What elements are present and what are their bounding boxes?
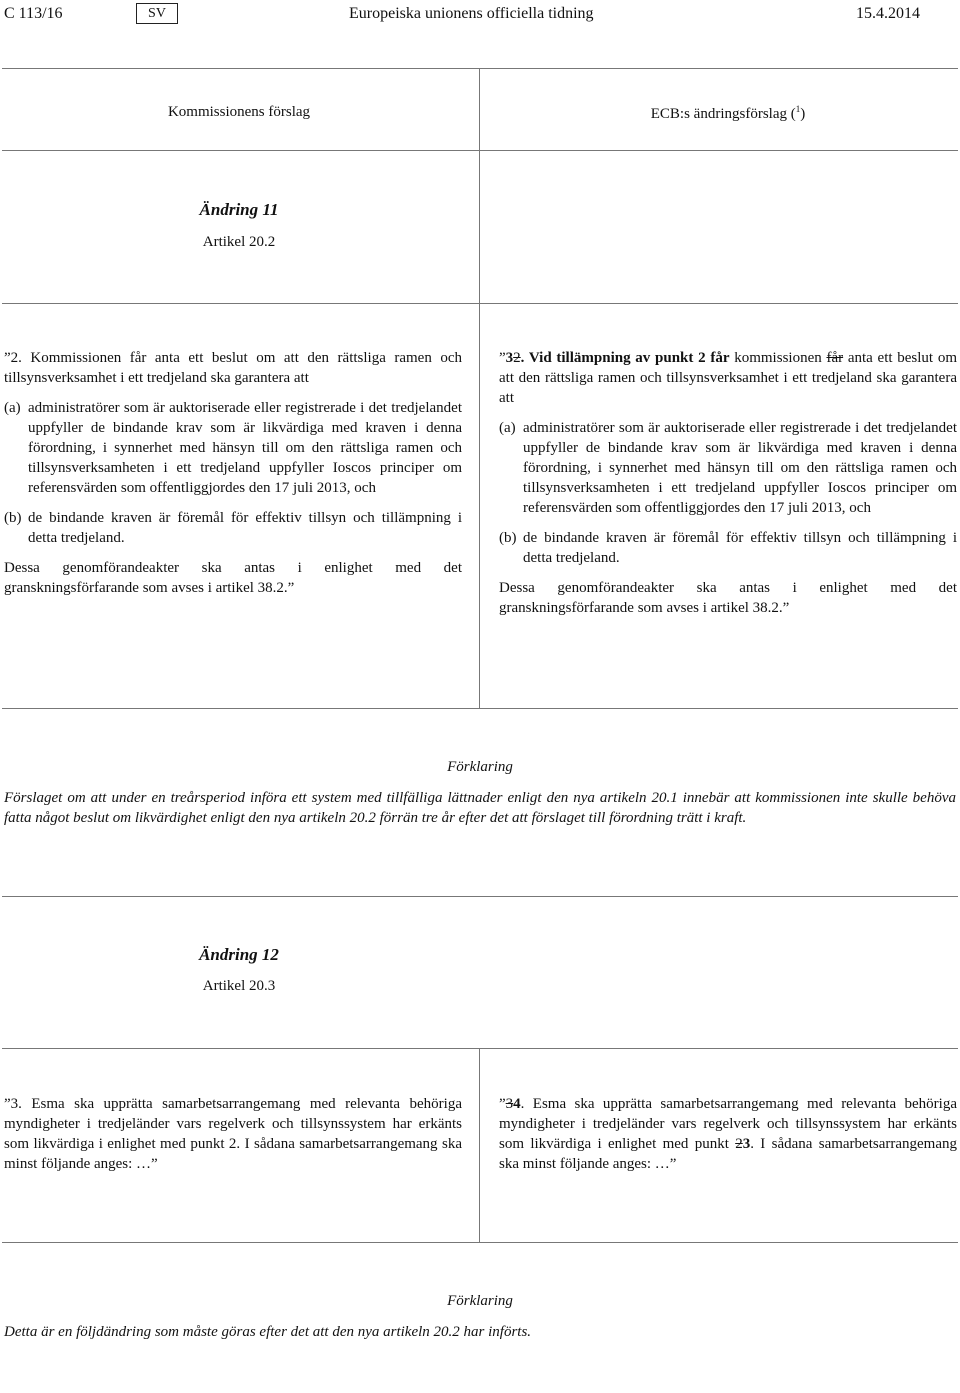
language-badge: SV	[136, 3, 178, 24]
divider	[2, 896, 958, 897]
journal-name: Europeiska unionens officiella tidning	[349, 5, 594, 22]
explanation-title: Förklaring	[447, 759, 513, 775]
amendment-11-article: Artikel 20.2	[202, 234, 276, 250]
amendment-12-commission-text: ”3. Esma ska upprätta samarbetsarrangemang med relevanta behöriga myndigheter i tredjeländer vars regelverk och tillsynssystem har erkänts som likvärdiga i enlighet med punkt 2. I sådana samarbetsarrangemang ska minst följande anges: …”	[4, 1096, 462, 1172]
divider	[2, 68, 958, 69]
closing-paragraph: Dessa genomförandeakter ska antas i enlighet med det granskningsförfarande som avses i artikel 38.2.”	[4, 560, 462, 596]
explanation-text: Detta är en följdändring som måste göras efter det att den nya artikeln 20.2 har införts.	[4, 1324, 532, 1340]
amendment-11-ecb-text	[499, 348, 957, 618]
amendment-11-title: Ändring 11	[199, 200, 279, 219]
amendment-11-commission-text	[4, 348, 462, 598]
intro-paragraph: ”32. Vid tillämpning av punkt 2 får kommissionen får anta ett beslut om att den rättsliga ramen och tillsynsverksamhet i ett tredjeland ska garantera att	[499, 350, 957, 406]
journal-reference: C 113/16	[4, 5, 63, 22]
list-item-a: (a) administratörer som är auktoriserade eller registrerade i det tredjelandet uppfyller de bindande krav som är likvärdiga med kraven i denna förordning, i synnerhet med hänsyn till om den rättsliga ramen och tillsynsverksamheten i ett tredjeland uppfyller Ioscos principer om referensvärden som offentliggjordes den 17 juli 2013, och	[4, 400, 462, 496]
intro-paragraph: ”2. Kommissionen får anta ett beslut om att den rättsliga ramen och tillsynsverksamhet i ett tredjeland ska garantera att	[4, 350, 462, 386]
divider	[2, 1242, 958, 1243]
divider	[2, 708, 958, 709]
list-item-b: (b) de bindande kraven är föremål för effektiv tillsyn och tillämpning i detta tredjeland.	[4, 510, 462, 546]
amendment-12-title: Ändring 12	[199, 945, 279, 964]
explanation-text: Förslaget om att under en treårsperiod införa ett system med tillfälliga lättnader enligt den nya artikeln 20.1 innebär att kommissionen inte skulle behöva fatta något beslut om likvärdighet enligt den nya artikeln 20.2 förrän tre år efter det att förslaget till förordning trätt i kraft.	[4, 790, 956, 826]
list-item-b: (b) de bindande kraven är föremål för effektiv tillsyn och tillämpning i detta tredjeland.	[499, 530, 957, 566]
column-divider	[479, 68, 480, 708]
column-heading-ecb: ECB:s ändringsförslag ($^1$)	[650, 104, 806, 122]
list-item-a: (a) administratörer som är auktoriserade eller registrerade i det tredjelandet uppfyller de bindande krav som är likvärdiga med kraven i denna förordning, i synnerhet med hänsyn till om den rättsliga ramen och tillsynsverksamheten i ett tredjeland uppfyller Ioscos principer om referensvärden som offentliggjordes den 17 juli 2013, och	[499, 420, 957, 516]
closing-paragraph: Dessa genomförandeakter ska antas i enlighet med det granskningsförfarande som avses i artikel 38.2.”	[499, 580, 957, 616]
explanation-title: Förklaring	[447, 1293, 513, 1309]
divider	[2, 1048, 958, 1049]
divider	[2, 303, 958, 304]
column-heading-commission: Kommissionens förslag	[167, 104, 311, 120]
amendment-12-article: Artikel 20.3	[202, 978, 276, 994]
divider	[2, 150, 958, 151]
publication-date: 15.4.2014	[856, 5, 920, 22]
column-divider	[479, 1048, 480, 1242]
amendment-12-ecb-text: ”34. Esma ska upprätta samarbetsarrangemang med relevanta behöriga myndigheter i tredjeländer vars regelverk och tillsynssystem har erkänts som likvärdiga i enlighet med punkt 23. I sådana samarbetsarrangemang ska minst följande anges: …”	[499, 1096, 957, 1172]
